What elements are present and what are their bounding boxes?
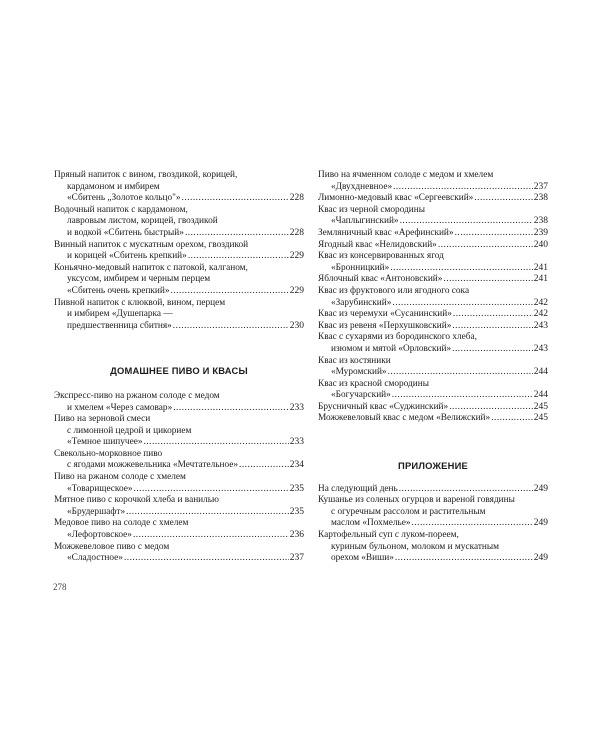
toc-entry-line: Мятное пиво с корочкой хлеба и ванилью [54, 495, 219, 506]
leader-dots [474, 193, 532, 205]
toc-entry [318, 321, 548, 333]
toc-entry-line: уксусом, имбирем и черным перцем [67, 274, 211, 285]
toc-entry-page: 243 [533, 320, 548, 331]
toc-entry [54, 263, 304, 298]
toc-entry [318, 495, 548, 530]
toc-entry-line: Квас из консервированных ягод [318, 251, 444, 262]
toc-entry-title: Можжевеловый квас с медом «Велижский» [318, 413, 491, 424]
toc-entry-line: Пиво на ржаном солоде с хмелем [54, 472, 186, 483]
leader-dots [393, 182, 533, 194]
toc-entry-page: 249 [533, 518, 548, 529]
leader-dots [182, 193, 289, 205]
toc-entry-page: 238 [533, 193, 548, 204]
toc-entry [318, 274, 548, 286]
toc-entry [54, 205, 304, 240]
toc-entry-title: Квас из ревеня «Перхушковский» [318, 320, 452, 331]
toc-entry-page: 235 [289, 483, 304, 494]
toc-entry [318, 530, 548, 565]
toc-entry-title: Ягодный квас «Нелидовский» [318, 239, 437, 250]
leader-dots [390, 263, 532, 275]
toc-entry [318, 240, 548, 252]
toc-entry-page: 243 [533, 343, 548, 354]
leader-dots [388, 367, 533, 379]
toc-entry [54, 298, 304, 333]
toc-entry-page: 242 [533, 309, 548, 320]
toc-right-block-kvass [318, 170, 548, 425]
toc-entry-page: 241 [533, 274, 548, 285]
toc-entry-line: Винный напиток с мускатным орехом, гвоздикой [54, 239, 249, 250]
toc-entry-title: Квас из черемухи «Сусанинский» [318, 309, 452, 320]
toc-entry-page: 249 [533, 483, 548, 494]
leader-dots [133, 530, 289, 542]
leader-dots [392, 298, 532, 310]
leader-dots [239, 460, 289, 472]
toc-entry-line: Можжевеловое пиво с медом [54, 541, 170, 552]
toc-entry-page: 237 [289, 553, 304, 564]
toc-entry-title: «Двухдневное» [331, 181, 393, 192]
toc-entry-page: 245 [533, 401, 548, 412]
toc-entry-page: 238 [533, 216, 548, 227]
toc-entry-line: Квас из костяники [318, 355, 391, 366]
toc-entry [318, 402, 548, 414]
toc-entry-page: 244 [533, 390, 548, 401]
toc-entry-line: Квас из красной смородины [318, 378, 429, 389]
toc-entry-page: 237 [533, 181, 548, 192]
toc-entry [318, 332, 548, 355]
leader-dots [399, 484, 533, 496]
toc-entry-page: 233 [289, 402, 304, 413]
toc-entry-page: 236 [289, 530, 304, 541]
toc-entry-title: Брусничный квас «Суджинский» [318, 401, 449, 412]
leader-dots [144, 437, 289, 449]
toc-entry-page: 228 [289, 227, 304, 238]
toc-entry [318, 170, 548, 193]
toc-entry [318, 228, 548, 240]
toc-entry-line: Пряный напиток с вином, гвоздикой, корицей, [54, 170, 238, 180]
toc-entry-title: «Муромский» [331, 367, 387, 378]
leader-dots [453, 309, 533, 321]
toc-entry [318, 484, 548, 496]
toc-entry-page: 241 [533, 262, 548, 273]
toc-entry [54, 170, 304, 205]
toc-entry-title: и хмелем «Через самовар» [67, 402, 173, 413]
toc-entry [318, 309, 548, 321]
toc-entry-title: «Сладостное» [67, 553, 123, 564]
toc-entry-line: Экспресс-пиво на ржаном солоде с медом [54, 390, 220, 401]
toc-right-block-appendix [318, 484, 548, 565]
leader-dots [452, 344, 533, 356]
leader-dots [438, 240, 533, 252]
toc-right-column [318, 170, 548, 565]
toc-entry-title: «Брудершафт» [67, 506, 126, 517]
toc-entry-page: 228 [289, 193, 304, 204]
toc-entry-line: Картофельный суп с луком-пореем, [318, 530, 459, 541]
toc-entry-title: и корицей «Сбитень крепкий» [67, 251, 187, 262]
leader-dots [185, 228, 289, 240]
toc-entry-line: лавровым листом, корицей, гвоздикой [67, 216, 218, 227]
toc-entry [318, 286, 548, 309]
toc-entry-title: маслом «Похмелье» [331, 518, 411, 529]
toc-entry [54, 391, 304, 414]
leader-dots [449, 402, 533, 414]
toc-entry-title: и водкой «Сбитень быстрый» [67, 227, 184, 238]
toc-entry [54, 518, 304, 541]
toc-entry [318, 193, 548, 205]
leader-dots [134, 484, 289, 496]
leader-dots [173, 321, 289, 333]
leader-dots [491, 413, 533, 425]
leader-dots [124, 553, 289, 565]
toc-entry [54, 542, 304, 565]
leader-dots [455, 228, 533, 240]
toc-entry-title: На следующий день [318, 483, 398, 494]
toc-entry-line: Кушанье из соленых огурцов и вареной говядины [318, 495, 515, 506]
toc-entry-page: 245 [533, 413, 548, 424]
toc-entry-page: 229 [289, 251, 304, 262]
toc-entry-line: Коньячно-медовый напиток с патокой, калганом, [54, 262, 248, 273]
page-number: 278 [53, 582, 67, 592]
leader-dots [443, 274, 532, 286]
leader-dots [171, 286, 289, 298]
toc-entry-line: куриным бульоном, молоком и мускатным [331, 541, 500, 552]
toc-entry-title: Лимонно-медовый квас «Сергеевский» [318, 193, 474, 204]
toc-entry [54, 495, 304, 518]
toc-entry-page: 240 [533, 239, 548, 250]
toc-left-block-drinks [54, 170, 304, 332]
leader-dots [126, 507, 289, 519]
toc-entry [318, 356, 548, 379]
toc-entry-title: с ягодами можжевельника «Мечтательное» [67, 460, 239, 471]
toc-entry-page: 249 [533, 553, 548, 564]
toc-entry-line: Квас из черной смородины [318, 204, 426, 215]
toc-entry-line: Пиво на ячменном солоде с медом и хмелем [318, 170, 494, 180]
toc-entry-line: Квас из фруктового или ягодного сока [318, 285, 470, 296]
section-title-appendix: ПРИЛОЖЕНИЕ [398, 460, 468, 472]
section-title-home-beer: ДОМАШНЕЕ ПИВО И КВАСЫ [110, 365, 248, 377]
toc-entry-title: «Товарищеское» [67, 483, 133, 494]
toc-left-column [54, 170, 304, 565]
toc-entry-line: Медовое пиво на солоде с хмелем [54, 518, 189, 529]
toc-entry-line: с лимонной цедрой и цикорием [67, 425, 192, 436]
toc-entry-title: «Темное шипучее» [67, 437, 143, 448]
toc-entry [54, 472, 304, 495]
toc-entry [318, 205, 548, 228]
toc-entry-page: 239 [533, 227, 548, 238]
toc-entry [318, 251, 548, 274]
toc-entry-title: орехом «Виши» [331, 553, 394, 564]
toc-entry-line: Квас с сухарями из бородинского хлеба, [318, 332, 477, 343]
toc-entry-title: «Зарубинский» [331, 297, 392, 308]
toc-entry-title: «Чаплыгинский» [331, 216, 399, 227]
leader-dots [188, 251, 289, 263]
leader-dots [173, 403, 289, 415]
toc-entry-title: «Сбитень „Золотое кольцо"» [67, 193, 181, 204]
toc-entry-page: 242 [533, 297, 548, 308]
toc-entry [54, 240, 304, 263]
toc-entry-page: 235 [289, 506, 304, 517]
toc-left-block-beer [54, 391, 304, 565]
toc-entry-line: Пиво на зерновой смеси [54, 414, 151, 425]
toc-entry-title: Земляничный квас «Арефинский» [318, 227, 454, 238]
toc-entry [318, 413, 548, 425]
toc-entry-title: «Богучарский» [331, 390, 391, 401]
toc-entry-line: Водочный напиток с кардамоном, [54, 204, 188, 215]
toc-entry-line: с огуречным рассолом и растительным [331, 506, 486, 517]
toc-entry [54, 414, 304, 449]
toc-entry-title: Яблочный квас «Антоновский» [318, 274, 443, 285]
toc-entry-line: и имбирем «Душепарка — [67, 309, 173, 320]
leader-dots [392, 390, 533, 402]
toc-entry-title: «Сбитень очень крепкий» [67, 285, 170, 296]
toc-entry-page: 244 [533, 367, 548, 378]
toc-entry-page: 230 [289, 320, 304, 331]
leader-dots [452, 321, 532, 333]
toc-entry-title: «Бронницкий» [331, 262, 390, 273]
toc-entry-page: 234 [289, 460, 304, 471]
toc-entry [54, 449, 304, 472]
toc-entry-title: «Лефортовское» [67, 530, 132, 541]
toc-entry-page: 233 [289, 437, 304, 448]
toc-entry-title: изюмом и мятой «Орловский» [331, 343, 452, 354]
toc-entry-line: Пивной напиток с клюквой, вином, перцем [54, 297, 226, 308]
leader-dots [411, 518, 532, 530]
leader-dots [400, 216, 533, 228]
toc-entry-line: Свекольно-морковное пиво [54, 448, 163, 459]
toc-entry-title: предшественница сбитня» [67, 320, 172, 331]
toc-entry-page: 229 [289, 285, 304, 296]
leader-dots [395, 553, 533, 565]
toc-entry-line: кардамоном и имбирем [67, 181, 160, 192]
toc-entry [318, 379, 548, 402]
